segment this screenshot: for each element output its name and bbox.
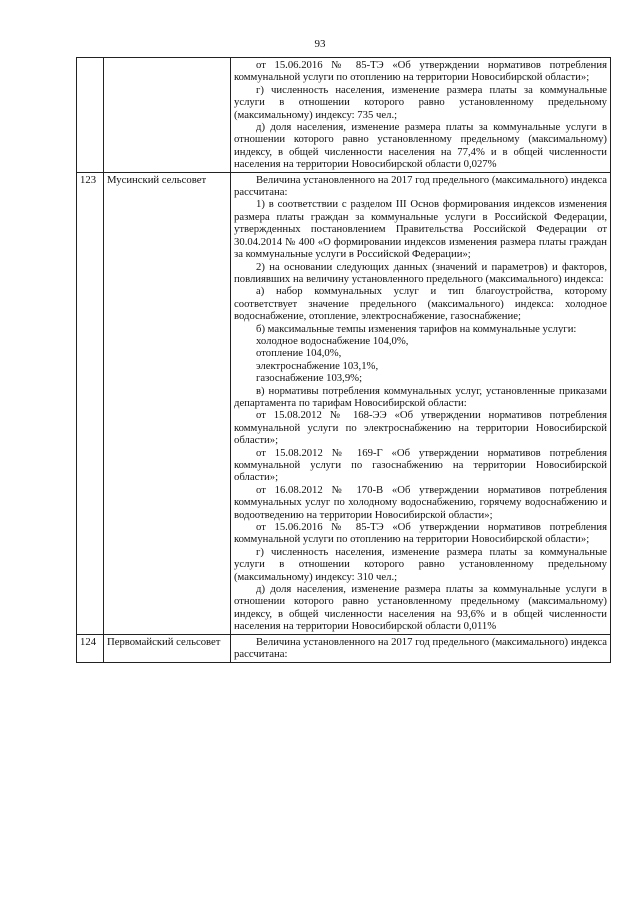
paragraph: отопление 104,0%,	[256, 347, 342, 360]
paragraph: Величина установленного на 2017 год предельного (максимального) индекса рассчитана:	[234, 635, 607, 661]
paragraph: г) численность населения, изменение размера платы за коммунальные услуги в отношении которого равно установленному предельному (максимальному) индексу: 310 чел.;	[234, 545, 607, 583]
table-row	[77, 172, 611, 634]
paragraph: от 15.06.2016 № 85-ТЭ «Об утверждении нормативов потребления коммунальной услуги по отоплению на территории Новосибирской области»;	[234, 521, 607, 546]
table-row	[77, 634, 611, 662]
paragraph: г) численность населения, изменение размера платы за коммунальные услуги в отношении которого равно установленному предельному (максимальному) индексу: 735 чел.;	[234, 83, 607, 121]
municipality-name: Первомайский сельсовет	[104, 634, 231, 662]
row-description	[231, 172, 611, 634]
document-table	[76, 57, 611, 663]
row-number: 124	[77, 634, 104, 662]
row-number: 123	[77, 172, 104, 634]
paragraph: 2) на основании следующих данных (значений и параметров) и факторов, повлиявших на величину установленного предельного (максимального) индекса:	[234, 260, 607, 285]
paragraph: холодное водоснабжение 104,0%,	[256, 334, 409, 347]
paragraph: от 15.08.2012 № 169-Г «Об утверждении нормативов потребления коммунальной услуги по газоснабжению на территории Новосибирской области»;	[234, 446, 607, 484]
paragraph: д) доля населения, изменение размера платы за коммунальные услуги в отношении которого равно установленному предельному (максимальному) индексу, в общей численности населения на 77,4% и в общей численности населения на территории Новосибирской области 0,027%	[234, 121, 607, 171]
paragraph: а) набор коммунальных услуг и тип благоустройства, которому соответствует значение предельного (максимального) индекса: холодное водоснабжение, отопление, электроснабжение, газоснабжение;	[234, 285, 607, 323]
paragraph: газоснабжение 103,9%;	[256, 372, 363, 385]
table-row	[77, 58, 611, 173]
paragraph: Величина установленного на 2017 год предельного (максимального) индекса рассчитана:	[234, 173, 607, 199]
paragraph: электроснабжение 103,1%,	[256, 359, 379, 372]
paragraph: от 16.08.2012 № 170-В «Об утверждении нормативов потребления коммунальных услуг по холодному водоснабжению, горячему водоснабжению и водоотведению на территории Новосибирской области»;	[234, 483, 607, 521]
row-description	[231, 58, 611, 173]
paragraph: от 15.06.2016 № 85-ТЭ «Об утверждении нормативов потребления коммунальной услуги по отоплению на территории Новосибирской области»;	[234, 59, 607, 84]
municipality-name	[104, 58, 231, 173]
row-description	[231, 634, 611, 662]
paragraph: от 15.08.2012 № 168-ЭЭ «Об утверждении нормативов потребления коммунальной услуги по электроснабжению на территории Новосибирской области»;	[234, 409, 607, 447]
paragraph: 1) в соответствии с разделом III Основ формирования индексов изменения размера платы граждан за коммунальные услуги в Российской Федерации, утвержденных постановлением Правительства Российской Федерации от 30.04.2014 № 400 «О формировании индексов изменения размера платы граждан за коммунальные услуги в Российской Федерации»;	[234, 198, 607, 261]
paragraph: д) доля населения, изменение размера платы за коммунальные услуги в отношении которого равно установленному предельному (максимальному) индексу, в общей численности населения на 93,6% и в общей численности населения на территории Новосибирской области 0,011%	[234, 583, 607, 633]
paragraph: в) нормативы потребления коммунальных услуг, установленные приказами департамента по тарифам Новосибирской области:	[234, 384, 607, 409]
page-number: 93	[314, 38, 326, 50]
paragraph: б) максимальные темпы изменения тарифов на коммунальные услуги:	[256, 322, 577, 335]
municipality-name: Мусинский сельсовет	[104, 172, 231, 634]
row-number	[77, 58, 104, 173]
